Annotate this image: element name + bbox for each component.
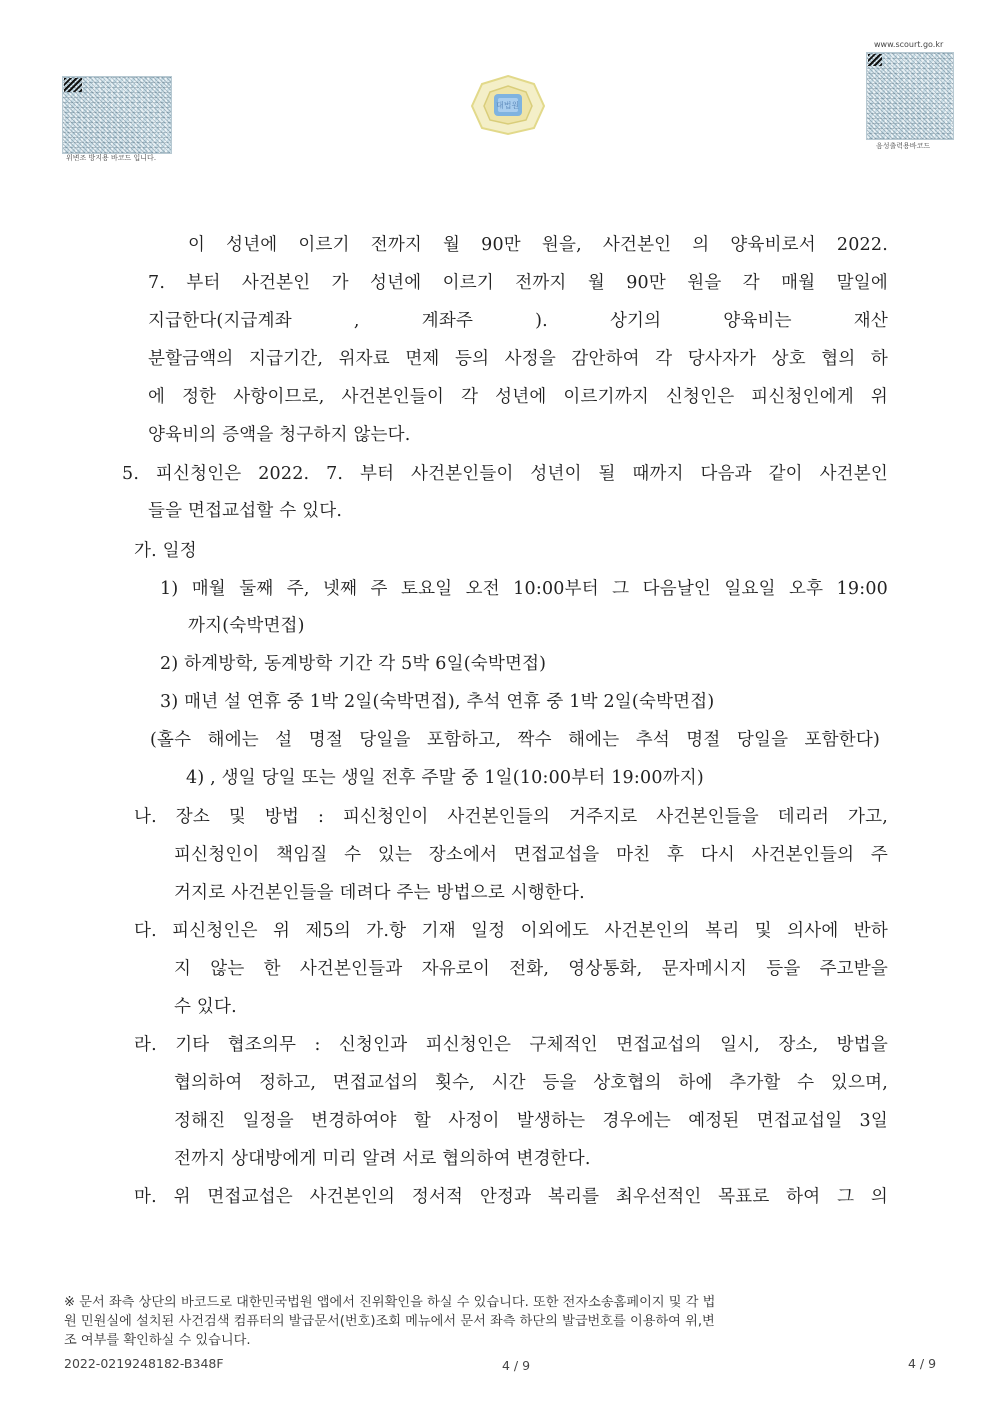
body-line: 지 않는 한 사건본인들과 자유로이 전화, 영상통화, 문자메시지 등을 주고받을 <box>174 959 888 979</box>
section-heading: 가. 일정 <box>134 541 197 561</box>
body-line: 분할금액의 지급기간, 위자료 면제 등의 사정을 감안하여 각 당사자가 상호 협의 하 <box>148 349 888 369</box>
body-line: 까지(숙박면접) <box>188 616 305 636</box>
verification-note <box>64 1293 934 1350</box>
body-line: (홀수 해에는 설 명절 당일을 포함하고, 짝수 해에는 추석 명절 당일을 포함한다) <box>150 730 880 750</box>
court-emblem <box>468 74 548 136</box>
forgery-barcode-caption: 위변조 방지용 바코드 입니다. <box>66 154 157 162</box>
body-line: 전까지 상대방에게 미리 알려 서로 협의하여 변경한다. <box>174 1149 591 1169</box>
verification-note-line: ※ 문서 좌측 상단의 바코드로 대한민국법원 앱에서 진위확인을 하실 수 있습니다. 또한 전자소송홈페이지 및 각 법 <box>64 1295 716 1310</box>
section-heading: 나. 장소 및 방법 : 피신청인이 사건본인들의 거주지로 사건본인들을 데리러 가고, <box>134 807 888 827</box>
body-line: 2) 하계방학, 동계방학 기간 각 5박 6일(숙박면접) <box>160 654 547 674</box>
body-line: 4) , 생일 당일 또는 생일 전후 주말 중 1일(10:00부터 19:00까지) <box>186 768 704 788</box>
verification-note-line: 조 여부를 확인하실 수 있습니다. <box>64 1333 251 1348</box>
body-line: 양육비의 증액을 청구하지 않는다. <box>148 425 411 445</box>
page-number-center: 4 / 9 <box>502 1358 531 1373</box>
forgery-barcode-panel <box>62 76 172 162</box>
body-line: 거지로 사건본인들을 데려다 주는 방법으로 시행한다. <box>174 883 585 903</box>
section-heading: 라. 기타 협조의무 : 신청인과 피신청인은 구체적인 면접교섭의 일시, 장소, 방법을 <box>134 1035 888 1055</box>
body-line: 지급한다(지급계좌 , 계좌주 ). 상기의 양육비는 재산 <box>148 311 888 331</box>
section-heading: 다. 피신청인은 위 제5의 가.항 기재 일정 이외에도 사건본인의 복리 및 의사에 반하 <box>134 921 888 941</box>
voice-barcode-panel <box>866 40 956 152</box>
body-line: 1) 매월 둘째 주, 넷째 주 토요일 오전 10:00부터 그 다음날인 일요일 오후 19:00 <box>160 579 888 599</box>
site-url: www.scourt.go.kr <box>874 40 944 49</box>
body-line: 수 있다. <box>174 997 237 1017</box>
body-line: 5. 피신청인은 2022. 7. 부터 사건본인들이 성년이 될 때까지 다음과 같이 사건본인 <box>122 464 888 484</box>
body-line: 들을 면접교섭할 수 있다. <box>148 501 343 521</box>
body-line: 협의하여 정하고, 면접교섭의 횟수, 시간 등을 상호협의 하에 추가할 수 있으며, <box>174 1073 888 1093</box>
body-line: 이 성년에 이르기 전까지 월 90만 원을, 사건본인 의 양육비로서 2022. <box>188 235 888 255</box>
body-line: 3) 매년 설 연휴 중 1박 2일(숙박면접), 추석 연휴 중 1박 2일(숙박면접) <box>160 692 715 712</box>
body-line: 7. 부터 사건본인 가 성년에 이르기 전까지 월 90만 원을 각 매월 말일에 <box>148 273 888 293</box>
section-heading: 마. 위 면접교섭은 사건본인의 정서적 안정과 복리를 최우선적인 목표로 하여 그 의 <box>134 1187 888 1207</box>
body-line: 정해진 일정을 변경하여야 할 사정이 발생하는 경우에는 예정된 면접교섭일 3일 <box>174 1111 888 1131</box>
body-line: 피신청인이 책임질 수 있는 장소에서 면접교섭을 마친 후 다시 사건본인들의 주 <box>174 845 888 865</box>
voice-barcode-caption: 음성출력용바코드 <box>876 142 931 150</box>
emblem-label: 대법원 <box>496 101 520 110</box>
page-number-right: 4 / 9 <box>908 1356 937 1371</box>
barcode-corner-mark <box>868 54 882 66</box>
barcode-corner-mark <box>64 78 82 92</box>
issue-number: 2022-0219248182-B348F <box>64 1356 224 1371</box>
verification-note-line: 원 민원실에 설치된 사건검색 컴퓨터의 발급문서(번호)조회 메뉴에서 문서 좌측 하단의 발급번호를 이용하여 위,변 <box>64 1314 715 1329</box>
body-line: 에 정한 사항이므로, 사건본인들이 각 성년에 이르기까지 신청인은 피신청인에게 위 <box>148 387 888 407</box>
